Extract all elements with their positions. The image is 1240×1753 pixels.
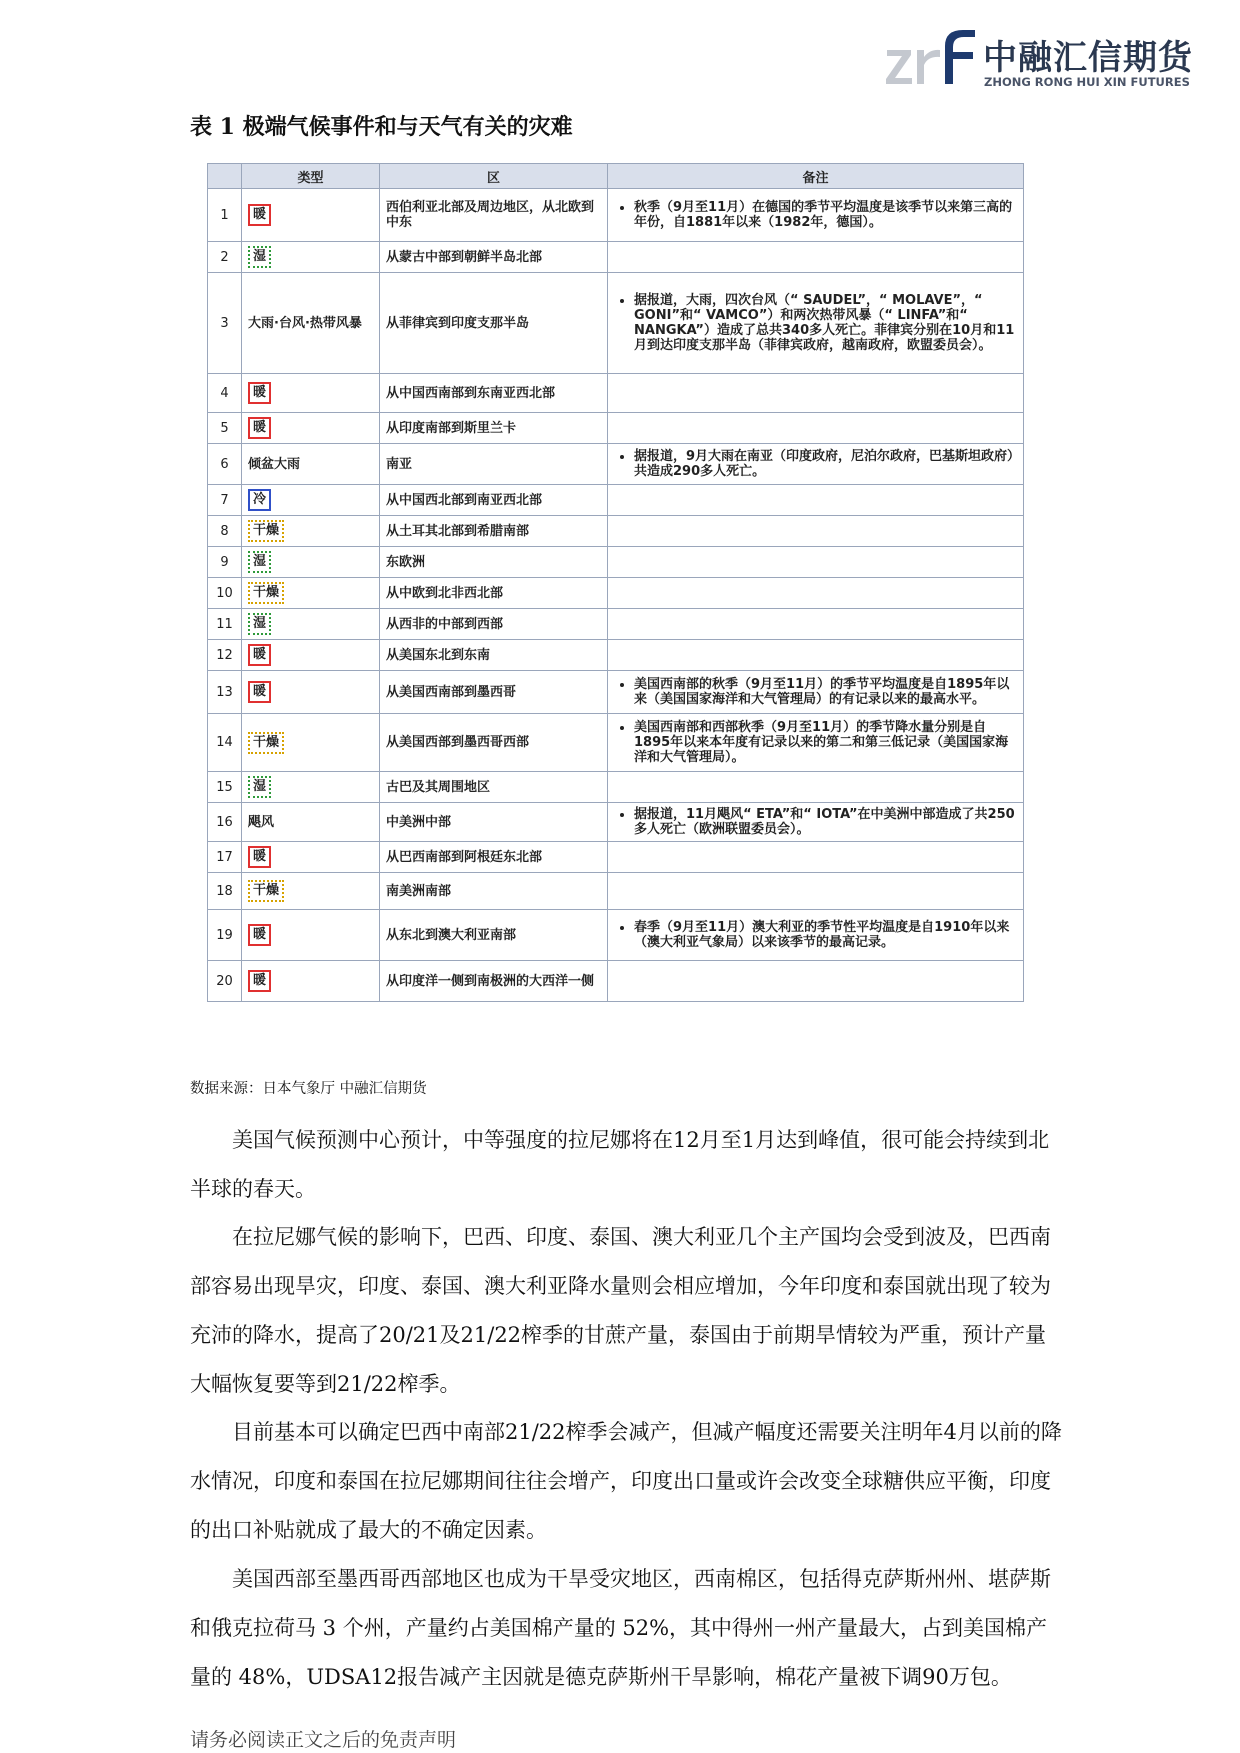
table-row xyxy=(208,374,1024,413)
region-cell: 从东北到澳大利亚南部 xyxy=(380,910,608,961)
table-row xyxy=(208,961,1024,1002)
notes-list xyxy=(614,293,1017,353)
row-number: 14 xyxy=(208,714,242,772)
row-number: 5 xyxy=(208,413,242,444)
notes-cell xyxy=(608,485,1024,516)
weather-events-table xyxy=(207,163,1023,1002)
row-number: 16 xyxy=(208,803,242,842)
logo-chinese-name: 中融汇信期货 xyxy=(983,38,1193,78)
note-item: • 美国西南部的秋季（9月至11月）的季节平均温度是自1895年以来（美国国家海洋和大气管理局）的有记录以来的最高水平。 xyxy=(634,677,1017,707)
event-type-badge: 暖 xyxy=(248,970,271,992)
zrf-logo-icon xyxy=(885,28,977,90)
notes-cell xyxy=(608,273,1024,374)
disclaimer-footer: 请务必阅读正文之后的免责声明 xyxy=(190,1729,457,1751)
event-type-cell xyxy=(242,842,380,873)
region-cell: 西伯利亚北部及周边地区，从北欧到中东 xyxy=(380,189,608,242)
event-type-cell xyxy=(242,547,380,578)
table-body xyxy=(208,189,1024,1002)
event-type-cell xyxy=(242,578,380,609)
event-type-cell xyxy=(242,444,380,485)
notes-cell xyxy=(608,910,1024,961)
notes-list xyxy=(614,200,1017,230)
event-type-cell xyxy=(242,714,380,772)
paragraph-2: 在拉尼娜气候的影响下，巴西、印度、泰国、澳大利亚几个主产国均会受到波及，巴西南部容易出现旱灾，印度、泰国、澳大利亚降水量则会相应增加，今年印度和泰国就出现了较为充沛的降水，提高了20/21及21/22榨季的甘蔗产量，泰国由于前期旱情较为严重，预计产量大幅恢复要等到21/22榨季。 xyxy=(190,1225,1051,1396)
row-number: 10 xyxy=(208,578,242,609)
event-type-cell xyxy=(242,516,380,547)
notes-list xyxy=(614,449,1017,479)
event-type-cell xyxy=(242,961,380,1002)
region-cell: 从印度洋一侧到南极洲的大西洋一侧 xyxy=(380,961,608,1002)
table-row xyxy=(208,273,1024,374)
event-type-cell xyxy=(242,671,380,714)
event-type-badge: 暖 xyxy=(248,644,271,666)
row-number: 12 xyxy=(208,640,242,671)
row-number: 15 xyxy=(208,772,242,803)
region-cell: 从蒙古中部到朝鲜半岛北部 xyxy=(380,242,608,273)
row-number: 20 xyxy=(208,961,242,1002)
table-row xyxy=(208,772,1024,803)
event-type-cell xyxy=(242,485,380,516)
row-number: 6 xyxy=(208,444,242,485)
region-cell: 中美洲中部 xyxy=(380,803,608,842)
event-type-cell xyxy=(242,273,380,374)
region-cell: 从巴西南部到阿根廷东北部 xyxy=(380,842,608,873)
notes-cell xyxy=(608,671,1024,714)
event-type-badge: 冷 xyxy=(248,489,271,511)
region-cell: 从中国西北部到南亚西北部 xyxy=(380,485,608,516)
notes-cell xyxy=(608,873,1024,910)
table-row xyxy=(208,547,1024,578)
notes-cell xyxy=(608,374,1024,413)
notes-cell xyxy=(608,413,1024,444)
row-number: 17 xyxy=(208,842,242,873)
paragraph-1: 美国气候预测中心预计，中等强度的拉尼娜将在12月至1月达到峰值，很可能会持续到北半球的春天。 xyxy=(190,1128,1050,1201)
event-type-badge: 干燥 xyxy=(248,582,284,604)
column-header-notes: 备注 xyxy=(608,164,1024,189)
row-number: 18 xyxy=(208,873,242,910)
company-logo xyxy=(885,28,1193,90)
table-row xyxy=(208,803,1024,842)
event-type-label: 大雨·台风·热带风暴 xyxy=(248,315,362,331)
column-header-num xyxy=(208,164,242,189)
notes-cell xyxy=(608,772,1024,803)
notes-cell xyxy=(608,516,1024,547)
table-row xyxy=(208,189,1024,242)
table-row xyxy=(208,873,1024,910)
notes-cell xyxy=(608,640,1024,671)
row-number: 9 xyxy=(208,547,242,578)
region-cell: 从西非的中部到西部 xyxy=(380,609,608,640)
event-type-badge: 湿 xyxy=(248,551,271,573)
event-type-badge: 湿 xyxy=(248,613,271,635)
event-type-badge: 暖 xyxy=(248,924,271,946)
notes-cell xyxy=(608,842,1024,873)
event-type-badge: 干燥 xyxy=(248,520,284,542)
event-type-badge: 干燥 xyxy=(248,732,284,754)
event-type-badge: 湿 xyxy=(248,776,271,798)
note-item: • 秋季（9月至11月）在德国的季节平均温度是该季节以来第三高的年份，自1881年以来（1982年，德国）。 xyxy=(634,200,1017,230)
region-cell: 古巴及其周围地区 xyxy=(380,772,608,803)
event-type-badge: 暖 xyxy=(248,417,271,439)
region-cell: 从美国东北到东南 xyxy=(380,640,608,671)
row-number: 7 xyxy=(208,485,242,516)
notes-cell xyxy=(608,189,1024,242)
event-type-cell xyxy=(242,910,380,961)
table-row xyxy=(208,910,1024,961)
region-cell: 从菲律宾到印度支那半岛 xyxy=(380,273,608,374)
notes-list xyxy=(614,920,1017,950)
region-cell: 从中国西南部到东南亚西北部 xyxy=(380,374,608,413)
event-type-cell xyxy=(242,803,380,842)
table-row xyxy=(208,609,1024,640)
event-type-badge: 暖 xyxy=(248,204,271,226)
table-header-row xyxy=(208,164,1024,189)
row-number: 4 xyxy=(208,374,242,413)
table-row xyxy=(208,578,1024,609)
event-type-cell xyxy=(242,242,380,273)
notes-cell xyxy=(608,547,1024,578)
table-row xyxy=(208,444,1024,485)
event-type-cell xyxy=(242,640,380,671)
notes-cell xyxy=(608,803,1024,842)
paragraph-3: 目前基本可以确定巴西中南部21/22榨季会减产，但减产幅度还需要关注明年4月以前的降水情况，印度和泰国在拉尼娜期间往往会增产，印度出口量或许会改变全球糖供应平衡，印度的出口补贴就成了最大的不确定因素。 xyxy=(190,1420,1062,1542)
table-title: 表 1 极端气候事件和与天气有关的灾难 xyxy=(190,114,573,140)
notes-list xyxy=(614,720,1017,765)
row-number: 13 xyxy=(208,671,242,714)
event-type-cell xyxy=(242,413,380,444)
row-number: 1 xyxy=(208,189,242,242)
event-type-badge: 湿 xyxy=(248,246,271,268)
notes-cell xyxy=(608,609,1024,640)
event-type-badge: 暖 xyxy=(248,846,271,868)
notes-cell xyxy=(608,961,1024,1002)
table-row xyxy=(208,671,1024,714)
table-row xyxy=(208,516,1024,547)
notes-cell xyxy=(608,714,1024,772)
notes-cell xyxy=(608,578,1024,609)
event-type-label: 飓风 xyxy=(248,814,275,830)
event-type-badge: 干燥 xyxy=(248,880,284,902)
region-cell: 东欧洲 xyxy=(380,547,608,578)
notes-cell xyxy=(608,242,1024,273)
note-item: • 美国西南部和西部秋季（9月至11月）的季节降水量分别是自1895年以来本年度有记录以来的第二和第三低记录（美国国家海洋和大气管理局）。 xyxy=(634,720,1017,765)
region-cell: 从美国西部到墨西哥西部 xyxy=(380,714,608,772)
row-number: 19 xyxy=(208,910,242,961)
note-item: • 据报道，大雨，四次台风（“ SAUDEL”，“ MOLAVE”，“ GONI”和“ VAMCO”）和两次热带风暴（“ LINFA”和“ NANGKA”）造成了总共340多人死亡。菲律宾分别在10月和11月到达印度支那半岛（菲律宾政府，越南政府，欧盟委员会）。 xyxy=(634,293,1017,353)
note-item: • 据报道，11月飓风“ ETA”和“ IOTA”在中美洲中部造成了共250多人死亡（欧洲联盟委员会）。 xyxy=(634,807,1017,837)
column-header-region: 区 xyxy=(380,164,608,189)
row-number: 2 xyxy=(208,242,242,273)
region-cell: 从印度南部到斯里兰卡 xyxy=(380,413,608,444)
event-type-cell xyxy=(242,609,380,640)
data-source: 数据来源：日本气象厅 中融汇信期货 xyxy=(190,1081,427,1097)
table-row xyxy=(208,842,1024,873)
row-number: 8 xyxy=(208,516,242,547)
table-row xyxy=(208,485,1024,516)
logo-english-name: ZHONG RONG HUI XIN FUTURES xyxy=(984,75,1190,89)
note-item: • 据报道，9月大雨在南亚（印度政府，尼泊尔政府，巴基斯坦政府）共造成290多人死亡。 xyxy=(634,449,1017,479)
event-type-cell xyxy=(242,873,380,910)
region-cell: 从土耳其北部到希腊南部 xyxy=(380,516,608,547)
region-cell: 南亚 xyxy=(380,444,608,485)
table-row xyxy=(208,413,1024,444)
event-type-cell xyxy=(242,772,380,803)
region-cell: 南美洲南部 xyxy=(380,873,608,910)
event-type-badge: 暖 xyxy=(248,681,271,703)
table-row xyxy=(208,640,1024,671)
region-cell: 从中欧到北非西北部 xyxy=(380,578,608,609)
row-number: 11 xyxy=(208,609,242,640)
table-row xyxy=(208,714,1024,772)
event-type-badge: 暖 xyxy=(248,382,271,404)
region-cell: 从美国西南部到墨西哥 xyxy=(380,671,608,714)
paragraph-4: 美国西部至墨西哥西部地区也成为干旱受灾地区，西南棉区，包括得克萨斯州州、堪萨斯和俄克拉荷马 3 个州，产量约占美国棉产量的 52%，其中得州一州产量最大，占到美国棉产量的 48%，UDSA12报告减产主因就是德克萨斯州干旱影响，棉花产量被下调90万包。 xyxy=(190,1567,1051,1689)
row-number: 3 xyxy=(208,273,242,374)
table-row xyxy=(208,242,1024,273)
notes-list xyxy=(614,807,1017,837)
notes-list xyxy=(614,677,1017,707)
note-item: • 春季（9月至11月）澳大利亚的季节性平均温度是自1910年以来（澳大利亚气象局）以来该季节的最高记录。 xyxy=(634,920,1017,950)
event-type-cell xyxy=(242,374,380,413)
event-type-label: 倾盆大雨 xyxy=(248,456,301,472)
notes-cell xyxy=(608,444,1024,485)
event-type-cell xyxy=(242,189,380,242)
column-header-type: 类型 xyxy=(242,164,380,189)
